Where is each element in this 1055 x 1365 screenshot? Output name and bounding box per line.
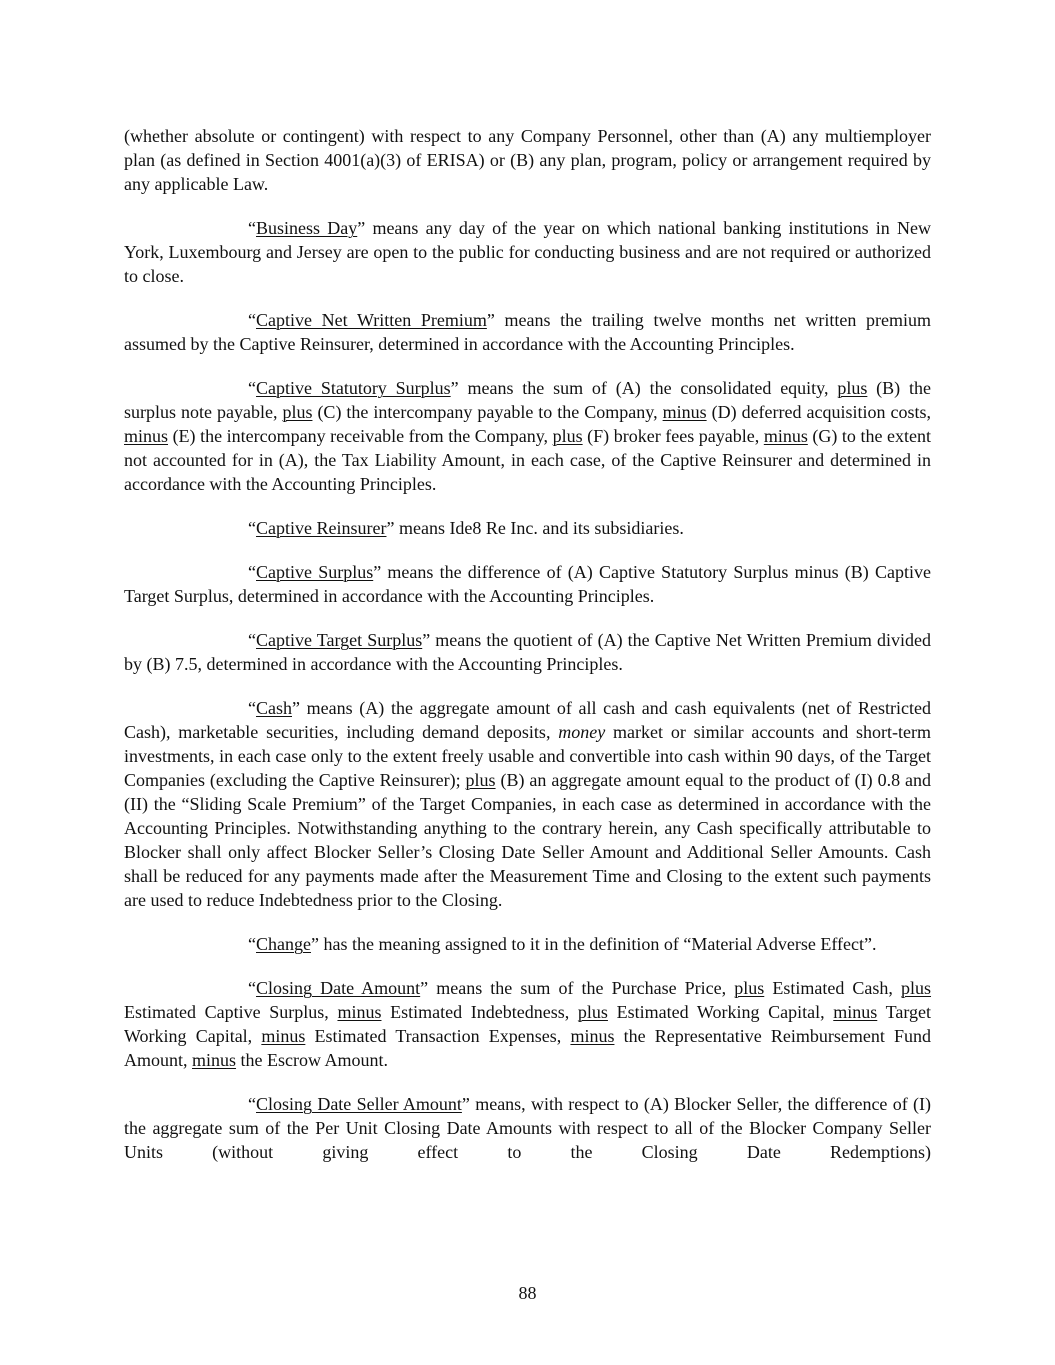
plus-operator: plus xyxy=(837,378,868,398)
minus-operator: minus xyxy=(662,402,707,422)
minus-operator: minus xyxy=(337,1002,382,1022)
defined-term: Captive Statutory Surplus xyxy=(256,378,451,398)
plus-operator: plus xyxy=(282,402,313,422)
defined-term: Closing Date Amount xyxy=(256,978,421,998)
defined-term: Change xyxy=(256,934,311,954)
defined-term: Cash xyxy=(256,698,292,718)
definition-captive-net-written-premium: “Captive Net Written Premium” means the trailing twelve months net written premium assumed by the Captive Reinsurer, determined in accordance with the Accounting Principles. xyxy=(124,310,932,354)
minus-operator: minus xyxy=(833,1002,878,1022)
plus-operator: plus xyxy=(734,978,765,998)
definition-cash: “Cash” means (A) the aggregate amount of all cash and cash equivalents (net of Restricted Cash), marketable securities, including demand deposits, money market or similar accounts and short-term investments, in each case only to the extent freely usable and convertible into cash within 90 days, of the Target Companies (excluding the Captive Reinsurer); plus (B) an aggregate amount equal to the product of (I) 0.8 and (II) the “Sliding Scale Premium” of the Target Companies, in each case as determined in accordance with the Accounting Principles. Notwithstanding anything to the contrary herein, any Cash specifically attributable to Blocker shall only affect Blocker Seller’s Closing Date Seller Amount and Additional Seller Amounts. Cash shall be reduced for any payments made after the Measurement Time and Closing to the extent such payments are used to reduce Indebtedness prior to the Closing. xyxy=(124,698,931,910)
defined-term: Closing Date Seller Amount xyxy=(256,1094,462,1114)
defined-term: Captive Target Surplus xyxy=(256,630,423,650)
paragraph-continuation: (whether absolute or contingent) with respect to any Company Personnel, other than (A) any multiemployer plan (as defined in Section 4001(a)(3) of ERISA) or (B) any plan, program, policy or arrangement required by any applicable Law. xyxy=(124,126,931,194)
minus-operator: minus xyxy=(763,426,808,446)
document-body xyxy=(124,124,931,1184)
plus-operator: plus xyxy=(577,1002,608,1022)
italic-word: money xyxy=(558,722,606,742)
page-number: 88 xyxy=(518,1283,537,1303)
defined-term: Captive Surplus xyxy=(256,562,374,582)
defined-term: Captive Reinsurer xyxy=(256,518,387,538)
minus-operator: minus xyxy=(261,1026,306,1046)
definition-captive-statutory-surplus: “Captive Statutory Surplus” means the sum of (A) the consolidated equity, plus (B) the surplus note payable, plus (C) the intercompany payable to the Company, minus (D) deferred acquisition costs, minus (E) the intercompany receivable from the Company, plus (F) broker fees payable, minus (G) to the extent not accounted for in (A), the Tax Liability Amount, in each case, of the Captive Reinsurer and determined in accordance with the Accounting Principles. xyxy=(124,378,931,494)
definition-closing-date-seller-amount: “Closing Date Seller Amount” means, with respect to (A) Blocker Seller, the difference of (I) the aggregate sum of the Per Unit Closing Date Amounts with respect to all of the Blocker Company Seller Units (without giving effect to the Closing Date Redemptions) xyxy=(124,1094,932,1162)
plus-operator: plus xyxy=(552,426,583,446)
definition-captive-surplus: “Captive Surplus” means the difference of (A) Captive Statutory Surplus minus (B) Captive Target Surplus, determined in accordance with the Accounting Principles. xyxy=(124,562,931,606)
defined-term: Captive Net Written Premium xyxy=(256,310,487,330)
minus-operator: minus xyxy=(124,426,169,446)
plus-operator: plus xyxy=(465,770,496,790)
definition-business-day: “Business Day” means any day of the year on which national banking institutions in New York, Luxembourg and Jersey are open to the public for conducting business and are not required or authorized to close. xyxy=(124,218,932,286)
definition-change: “Change” has the meaning assigned to it in the definition of “Material Adverse Effect”. xyxy=(248,934,877,954)
minus-operator: minus xyxy=(192,1050,237,1070)
definition-captive-reinsurer: “Captive Reinsurer” means Ide8 Re Inc. and its subsidiaries. xyxy=(248,518,684,538)
definition-captive-target-surplus: “Captive Target Surplus” means the quotient of (A) the Captive Net Written Premium divided by (B) 7.5, determined in accordance with the Accounting Principles. xyxy=(124,630,931,674)
minus-operator: minus xyxy=(570,1026,615,1046)
defined-term: Business Day xyxy=(256,218,358,238)
definition-closing-date-amount: “Closing Date Amount” means the sum of the Purchase Price, plus Estimated Cash, plus Estimated Captive Surplus, minus Estimated Indebtedness, plus Estimated Working Capital, minus Target Working Capital, minus Estimated Transaction Expenses, minus the Representative Reimbursement Fund Amount, minus the Escrow Amount. xyxy=(124,978,932,1070)
plus-operator: plus xyxy=(901,978,932,998)
